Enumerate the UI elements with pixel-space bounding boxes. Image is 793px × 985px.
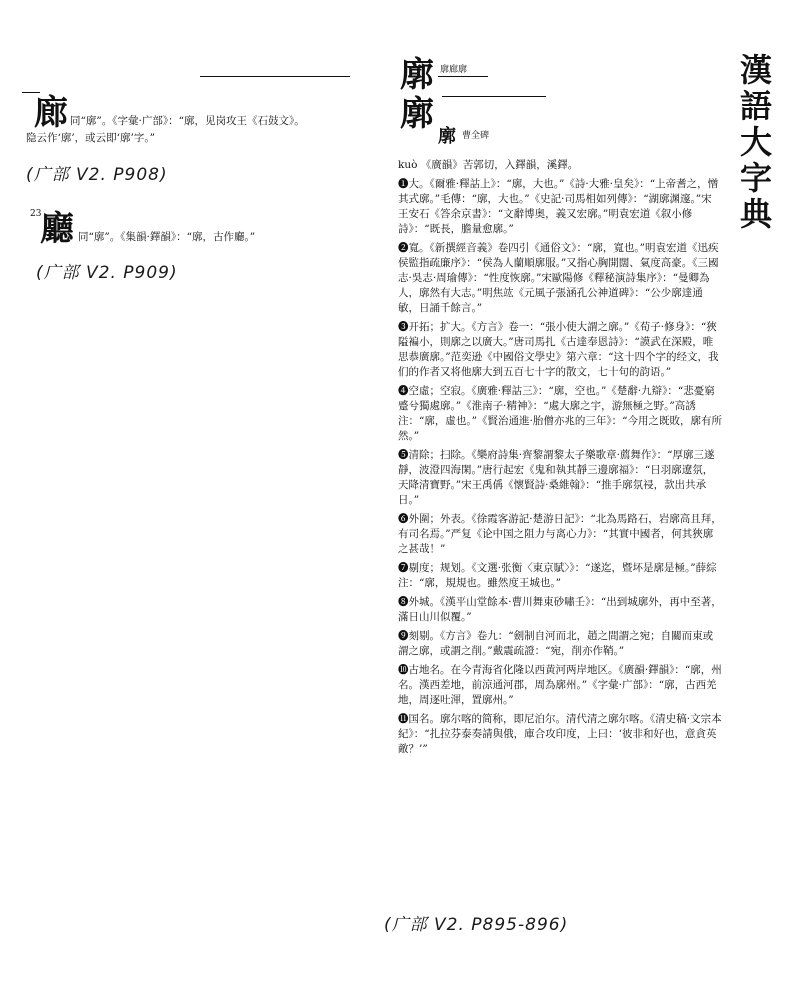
main-headword-tag: 廓廊廓 bbox=[440, 65, 468, 75]
sense-11: ⓫国名。廓尔喀的简称，即尼泊尔。清代清之廓尔喀。《清史稿·文宗本紀》：“扎拉芬泰奏請與俄，庫合攻印度，上曰：‘彼非和好也，意貪英敵？’” bbox=[398, 713, 722, 755]
sense-1: ❶大。《爾雅·釋詁上》：“廓，大也。”《詩·大雅·皇矣》：“上帝耆之，憎其式廓。”毛傳：“廓，大也。”《史記·司馬相如列傳》：“湖廓渊邃。”宋王安石《答余京書》：“文辭博奥，義又宏廓。”明袁宏道《叙小修詩》：“既長，膽量愈廓。” bbox=[398, 178, 719, 235]
left-headword-2: 廳 bbox=[40, 209, 74, 249]
title-char-3: 大 bbox=[739, 123, 772, 161]
title-char-4: 字 bbox=[739, 159, 772, 197]
title-char-1: 漢 bbox=[739, 51, 772, 89]
main-variant: 廓 bbox=[400, 94, 434, 134]
sense-8: ❽外城。《漢平山堂餘本·曹川舞東砂嘯壬》：“出到城廓外，再中至著，滿日山川似覆。” bbox=[398, 596, 722, 623]
sense-2: ❷寬。《新撰經音義》卷四引《通俗文》：“廓，寬也。”明袁宏道《迅疾侯監指疏廉序》：“侯為人蘭順廓服。”又指心胸開闊、氣度高豪。《三國志·吳志·周瑜傳》：“性度恢廓。”宋歐陽修《釋秘演詩集序》：“曼卿為人，廓然有大志。”明焦竑《元風子張涵孔公神道碑》：“公少廓達通敏，日誦千餘言。” bbox=[398, 242, 719, 314]
main-variant-2: 廓 bbox=[438, 126, 456, 147]
left-entry-2-note: (广部 V2. P909) bbox=[36, 263, 178, 283]
sense-3: ❸开拓；扩大。《方言》卷一：“張小使大謂之廓。”《荀子·修身》：“狹隘褊小，則廓之以廣大。”唐司馬扎《古達奉恩詩》：“謨武在深殿，唯思恭廣廓。”范奕逊《中國俗文學史》第六章：“这十四个字的经文，我们的作者又将他廓大到五百七十字的散文，七十句的韵语。” bbox=[398, 321, 719, 378]
title-char-2: 語 bbox=[739, 87, 772, 125]
main-variant-2-tag: 曹全碑 bbox=[462, 131, 490, 141]
title-char-5: 典 bbox=[739, 195, 772, 233]
sense-9: ❾刻剔。《方言》卷九：“劍制自河而北，趙之間謂之宛；自關而東或謂之廓，或謂之削。”戴震疏證：“宛，削亦作鞘。” bbox=[398, 630, 714, 657]
left-entry-2-line1: 同“廓”。《集韻·鐸韻》：“廓，古作廳。” bbox=[78, 231, 256, 243]
entry-rule bbox=[438, 76, 488, 77]
sense-6: ❻外圍；外表。《徐霞客游記·楚游日記》：“北為馬路石，岩廓高且拜，有司名焉。”严复《论中国之阻力与离心力》：“其實中國者，何其狹廓之甚哉！” bbox=[398, 513, 722, 555]
entry-rule bbox=[200, 76, 350, 77]
left-entry-1-line1: 同“廓”。《字彙·广部》：“廓，见岗攻王《石鼓文》。 bbox=[70, 115, 305, 127]
main-headword: 廓 bbox=[400, 55, 434, 95]
sense-7: ❼剔度；规划。《文選·张衡〈東京賦〉》：“遂迄，暨坏是廓是極。”薛綜注：“廓，規規也。雖然度王城也。” bbox=[398, 562, 717, 589]
sense-5: ❺清除；扫除。《樂府詩集·齊黎謂黎太子樂歌章·薦舞作》：“厚廓三遂靜，波澄四海閑。”唐行起宏《鬼和執其靜三邊廓福》：“日羽廓遼氛，天降清寶野。”宋王禹偁《懷賢詩·桑維翰》：“推手廓氛祲，款出共承日。” bbox=[398, 449, 715, 506]
entry-rule bbox=[442, 96, 546, 97]
main-entry-body bbox=[398, 158, 722, 761]
left-entry-1-note: (广部 V2. P908) bbox=[26, 165, 168, 185]
entry-number: 23 bbox=[30, 209, 42, 219]
left-entry-1-line2: 隐云作‘廓’，或云即‘廓’字。” bbox=[26, 132, 155, 144]
main-entry-note: (广部 V2. P895-896) bbox=[384, 915, 569, 935]
sense-10: ❿古地名。在今青海省化隆以西黄河两岸地区。《廣韻·鐸韻》：“廓，州名。漢西差地，前涼通河郡，周為廓州。”《字彙·广部》：“廓，古西羌地，周逐吐渾，置廓州。” bbox=[398, 664, 722, 706]
reading-line: kuò 《廣韻》苦郭切，入鐸韻，溪鐸。 bbox=[398, 159, 579, 171]
sense-4: ❹空虛；空寂。《廣雅·釋詁三》：“廓，空也。”《楚辭·九辯》：“悲憂窮蹙兮獨處廓。”《淮南子·精神》：“處大廓之宇，游無極之野。”高誘注：“廓，虛也。”《賢治通進·胎僧亦兆的三年》：“今用之既敗，廓有所然。” bbox=[398, 385, 722, 442]
book-title bbox=[736, 52, 776, 232]
left-headword-1: 廊 bbox=[34, 93, 68, 133]
